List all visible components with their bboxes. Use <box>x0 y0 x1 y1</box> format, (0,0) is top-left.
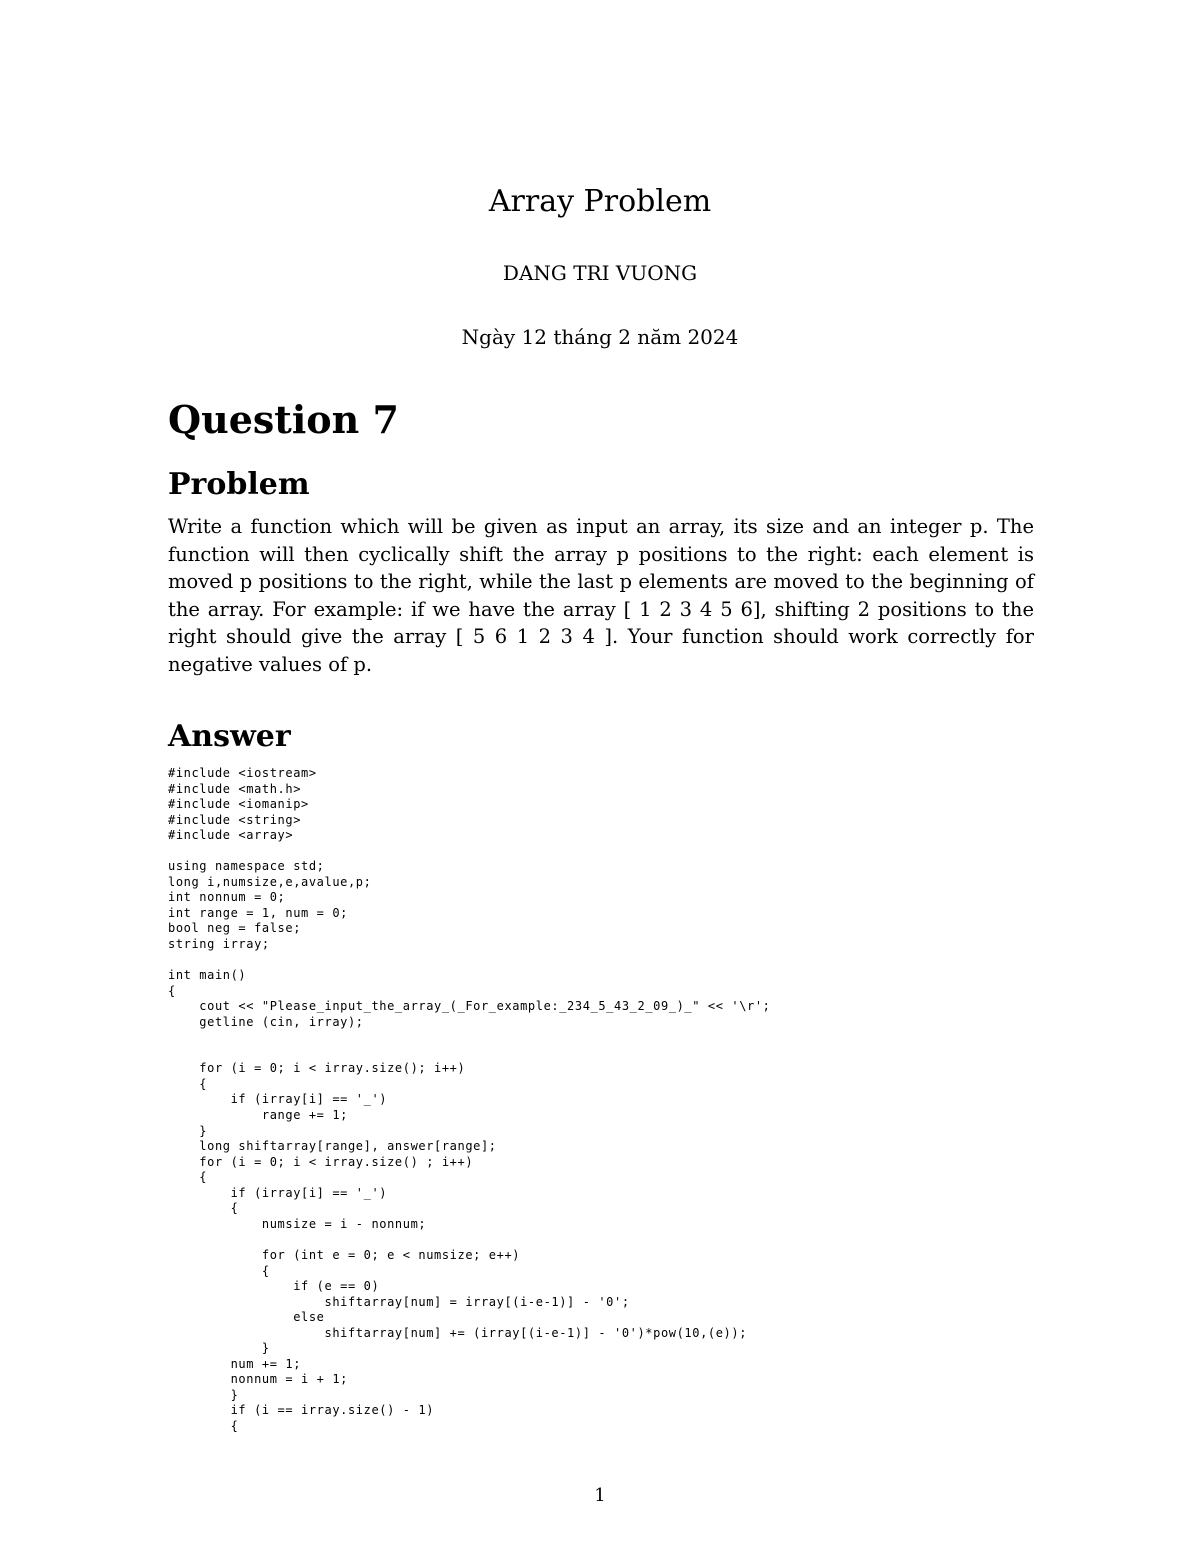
code-line: if (irray[i] == '_') <box>168 1092 388 1107</box>
code-line: { <box>168 1418 239 1433</box>
problem-heading: Problem <box>168 467 310 502</box>
code-line: } <box>168 1123 208 1138</box>
code-line: int range = 1, num = 0; <box>168 905 348 920</box>
code-line: range += 1; <box>168 1108 348 1123</box>
code-line: #include <iomanip> <box>168 797 309 812</box>
code-line: long shiftarray[range], answer[range]; <box>168 1139 497 1154</box>
code-line: for (i = 0; i < irray.size(); i++) <box>168 1061 466 1076</box>
code-line: else <box>168 1310 325 1325</box>
code-line <box>168 1232 1048 1248</box>
code-line <box>168 953 1048 969</box>
code-line: { <box>168 1201 239 1216</box>
code-line: for (i = 0; i < irray.size() ; i++) <box>168 1154 474 1169</box>
code-line: num += 1; <box>168 1356 302 1371</box>
code-line: string irray; <box>168 937 270 952</box>
answer-heading: Answer <box>168 719 291 754</box>
code-line: if (irray[i] == '_') <box>168 1185 388 1200</box>
code-line: bool neg = false; <box>168 921 302 936</box>
code-line: } <box>168 1387 239 1402</box>
code-line: if (e == 0) <box>168 1279 380 1294</box>
page-number: 1 <box>594 1485 606 1506</box>
code-line: for (int e = 0; e < numsize; e++) <box>168 1247 521 1262</box>
section-heading: Question 7 <box>168 397 399 442</box>
code-line: { <box>168 1263 270 1278</box>
code-line: getline (cin, irray); <box>168 1014 364 1029</box>
code-line: #include <string> <box>168 812 302 827</box>
code-line <box>168 1030 1048 1046</box>
code-line: #include <array> <box>168 828 294 843</box>
code-line: int nonnum = 0; <box>168 890 286 905</box>
code-line: shiftarray[num] += (irray[(i-e-1)] - '0')*pow(10,(e)); <box>168 1325 748 1340</box>
code-line: { <box>168 1076 208 1091</box>
code-line: #include <math.h> <box>168 781 302 796</box>
code-line: using namespace std; <box>168 859 325 874</box>
code-block <box>168 766 1048 1435</box>
code-line <box>168 844 1048 860</box>
code-line: long i,numsize,e,avalue,p; <box>168 874 372 889</box>
code-line: numsize = i - nonnum; <box>168 1216 427 1231</box>
code-line: int main() <box>168 968 247 983</box>
code-line <box>168 1046 1048 1062</box>
document-date: Ngày 12 tháng 2 năm 2024 <box>461 325 739 349</box>
code-line: { <box>168 1170 208 1185</box>
problem-text: Write a function which will be given as input an array, its size and an integer p. The function will then cyclically shift the array p positions to the right: each element is moved p positions to the right, while the last p elements are moved to the beginning of the array. For example: if we have the array [ 1 2 3 4 5 6], shifting 2 positions to the right should give the array [ 5 6 1 2 3 4 ]. Your function should work correctly for negative values of p. <box>168 515 1034 676</box>
document-title: Array Problem <box>488 184 712 219</box>
code-line: #include <iostream> <box>168 766 317 780</box>
code-line: shiftarray[num] = irray[(i-e-1)] - '0'; <box>168 1294 630 1309</box>
code-line: { <box>168 983 176 998</box>
code-line: } <box>168 1341 270 1356</box>
code-line: nonnum = i + 1; <box>168 1372 348 1387</box>
code-line: if (i == irray.size() - 1) <box>168 1403 435 1418</box>
code-line: cout << "Please_input_the_array_(_For_example:_234_5_43_2_09_)_" << '\r'; <box>168 999 771 1014</box>
document-author: DANG TRI VUONG <box>502 261 698 285</box>
